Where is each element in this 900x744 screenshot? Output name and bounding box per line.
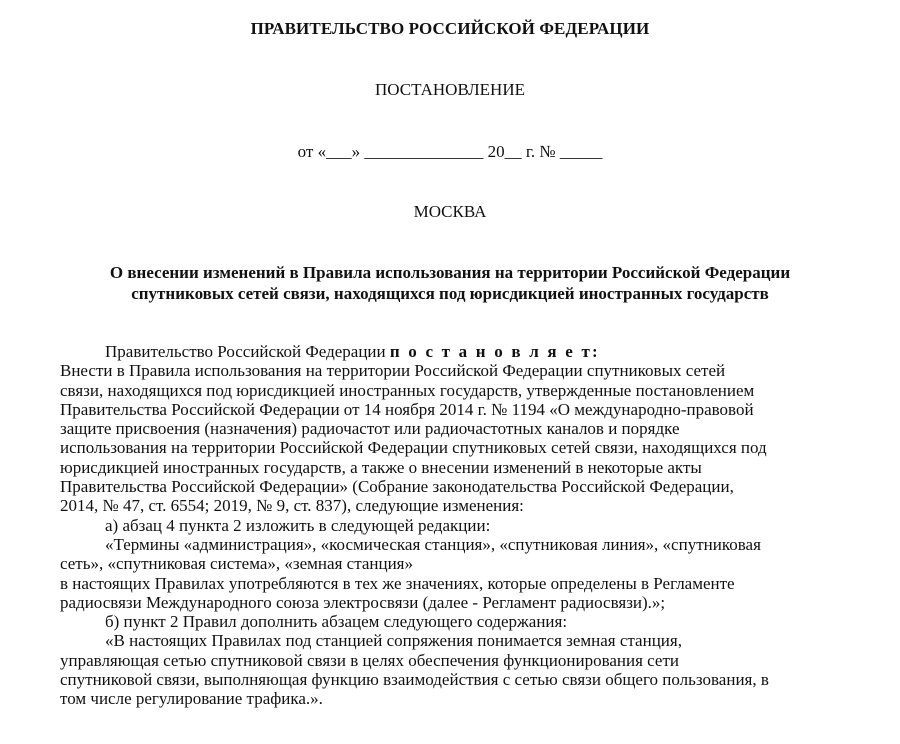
quote-a-line: «Термины «администрация», «космическая станция», «спутниковая линия», «спутниковая (105, 534, 761, 554)
government-title: ПРАВИТЕЛЬСТВО РОССИЙСКОЙ ФЕДЕРАЦИИ (250, 19, 650, 38)
quote-a-line: сеть», «спутниковая система», «земная станция» (60, 554, 413, 574)
body-line: связи, находящихся под юрисдикцией иностранных государств, утвержденные постановлением (60, 380, 755, 400)
intro-keyword: п о с т а н о в л я е т: (389, 342, 600, 361)
body-line: юрисдикцией иностранных государств, а также о внесении изменений в некоторые акты (60, 457, 702, 477)
quote-a-line: в настоящих Правилах употребляются в тех же значениях, которые определены в Регламенте (60, 573, 735, 593)
body-line: Внести в Правила использования на территории Российской Федерации спутниковых сетей (60, 361, 726, 381)
intro-paragraph (60, 342, 850, 361)
quote-b-line: управляющая сетью спутниковой связи в целях обеспечения функционирования сети (60, 650, 680, 670)
body-line: Правительства Российской Федерации» (Собрание законодательства Российской Федерации, (60, 477, 734, 497)
decree-body (60, 342, 850, 709)
quote-b-line: том числе регулирование трафика.». (60, 689, 323, 709)
intro-prefix: Правительство Российской Федерации (105, 342, 390, 361)
document-type: ПОСТАНОВЛЕНИЕ (374, 80, 525, 99)
subject-line-1: О внесении изменений в Правила использования на территории Российской Федерации (109, 263, 791, 282)
item-a: а) абзац 4 пункта 2 изложить в следующей редакции: (105, 515, 491, 535)
item-b: б) пункт 2 Правил дополнить абзацем следующего содержания: (105, 612, 568, 632)
body-line: использования на территории Российской Федерации спутниковых сетей связи, находящихся под (60, 438, 767, 458)
body-line: Правительства Российской Федерации от 14 ноября 2014 г. № 1194 «О международно-правовой (60, 399, 754, 419)
decree-subject (0, 262, 900, 304)
body-line: 2014, № 47, ст. 6554; 2019, № 9, ст. 837), следующие изменения: (60, 496, 524, 516)
body-line: защите присвоения (назначения) радиочастот или радиочастотных каналов и порядке (60, 419, 680, 439)
quote-a-line: радиосвязи Международного союза электросвязи (далее - Регламент радиосвязи).»; (60, 592, 666, 612)
quote-b-line: «В настоящих Правилах под станцией сопряжения понимается земная станция, (105, 631, 682, 651)
city: МОСКВА (413, 202, 487, 221)
date-number-line: от «___» ______________ 20__ г. № _____ (297, 142, 603, 161)
subject-line-2: спутниковых сетей связи, находящихся под юрисдикцией иностранных государств (131, 284, 769, 303)
quote-b-line: спутниковой связи, выполняющая функцию взаимодействия с сетью связи общего пользования, в (60, 670, 769, 690)
